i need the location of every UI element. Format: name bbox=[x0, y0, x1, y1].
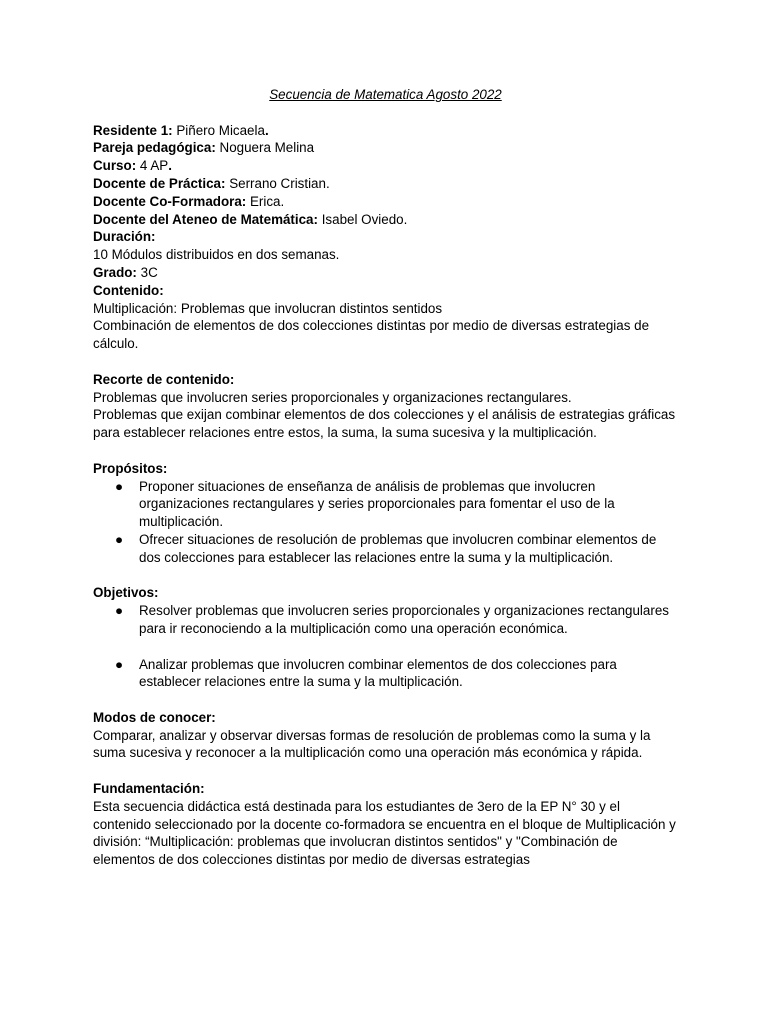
document-title: Secuencia de Matematica Agosto 2022 bbox=[269, 87, 502, 102]
field-docente-practica bbox=[93, 175, 678, 193]
field-label: Residente 1: bbox=[93, 122, 173, 138]
objetivos-list bbox=[93, 602, 678, 638]
list-item-text: Ofrecer situaciones de resolución de problemas que involucren combinar elementos de dos colecciones para establecer las relaciones entre la suma y la multiplicación. bbox=[139, 531, 657, 565]
spacer bbox=[93, 353, 678, 371]
recorte-line: Problemas que exijan combinar elementos de dos colecciones y el análisis de estrategias gráficas para establecer relaciones entre estos, la suma, la suma sucesiva y la multiplicación. bbox=[93, 407, 676, 441]
field-ateneo bbox=[93, 211, 678, 229]
contenido-line: Multiplicación: Problemas que involucran distintos sentidos bbox=[93, 300, 443, 316]
field-suffix: . bbox=[168, 158, 172, 174]
field-value: Isabel Oviedo. bbox=[321, 211, 408, 227]
recorte-line: Problemas que involucren series proporcionales y organizaciones rectangulares. bbox=[93, 389, 572, 405]
fundamentacion-text: Esta secuencia didáctica está destinada para los estudiantes de 3ero de la EP N° 30 y el contenido seleccionado por la docente co-formadora se encuentra en el bloque de Multiplicación y división: “Multiplicación: problemas que involucran distintos sentidos" y "Combinación de elementos de dos colecciones distintas por medio de diversas estrategias bbox=[93, 798, 676, 868]
field-residente bbox=[93, 122, 678, 140]
propositos-label: Propósitos: bbox=[93, 460, 168, 476]
fundamentacion-label: Fundamentación: bbox=[93, 781, 205, 797]
modos-label: Modos de conocer: bbox=[93, 709, 216, 725]
spacer bbox=[93, 567, 678, 585]
objetivos-label: Objetivos: bbox=[93, 585, 159, 601]
contenido-label: Contenido: bbox=[93, 282, 164, 298]
field-pareja bbox=[93, 139, 678, 157]
field-value: Piñero Micaela bbox=[176, 122, 265, 138]
spacer bbox=[93, 638, 678, 656]
contenido-line: Combinación de elementos de dos colecciones distintas por medio de diversas estrategias de cálculo. bbox=[93, 318, 650, 352]
document-page bbox=[93, 86, 678, 869]
field-value: Serrano Cristian. bbox=[229, 175, 330, 191]
list-item-text: Analizar problemas que involucren combinar elementos de dos colecciones para establecer relaciones entre la suma y la multiplicación. bbox=[139, 656, 617, 690]
propositos-list bbox=[93, 478, 678, 567]
field-label: Docente Co-Formadora: bbox=[93, 193, 247, 209]
bullet-icon: ● bbox=[115, 478, 124, 494]
spacer bbox=[93, 762, 678, 780]
list-item-text: Proponer situaciones de enseñanza de análisis de problemas que involucren organizaciones rectangulares y series proporcionales para fomentar el uso de la multiplicación. bbox=[139, 478, 615, 530]
modos-text: Comparar, analizar y observar diversas formas de resolución de problemas como la suma y la suma sucesiva y reconocer a la multiplicación como una operación más económica y rápida. bbox=[93, 727, 651, 761]
field-value: 4 AP bbox=[139, 158, 169, 174]
list-item-text: Resolver problemas que involucren series proporcionales y organizaciones rectangulares para ir reconociendo a la multiplicación como una operación económica. bbox=[139, 603, 669, 636]
spacer bbox=[93, 691, 678, 709]
field-label: Grado: bbox=[93, 264, 137, 280]
list-item bbox=[93, 602, 678, 638]
field-coformadora bbox=[93, 193, 678, 211]
duracion-label: Duración: bbox=[93, 229, 156, 245]
list-item bbox=[93, 478, 678, 531]
list-item bbox=[93, 531, 678, 567]
objetivos-list-2 bbox=[93, 656, 678, 692]
field-curso bbox=[93, 157, 678, 175]
field-label: Docente de Práctica: bbox=[93, 175, 226, 191]
field-grado bbox=[93, 264, 678, 282]
field-label: Curso: bbox=[93, 158, 137, 174]
bullet-icon: ● bbox=[115, 531, 124, 547]
field-label: Docente del Ateneo de Matemática: bbox=[93, 211, 318, 227]
list-item bbox=[93, 656, 678, 692]
spacer bbox=[93, 442, 678, 460]
field-value: Erica. bbox=[250, 193, 285, 209]
header-fields bbox=[93, 122, 678, 229]
duracion-text: 10 Módulos distribuidos en dos semanas. bbox=[93, 247, 340, 263]
field-suffix: . bbox=[264, 122, 269, 138]
bullet-icon: ● bbox=[115, 603, 124, 619]
field-label: Pareja pedagógica: bbox=[93, 140, 216, 156]
field-value: Noguera Melina bbox=[219, 140, 315, 156]
bullet-icon: ● bbox=[115, 656, 124, 672]
field-value: 3C bbox=[140, 264, 158, 280]
recorte-label: Recorte de contenido: bbox=[93, 371, 235, 387]
